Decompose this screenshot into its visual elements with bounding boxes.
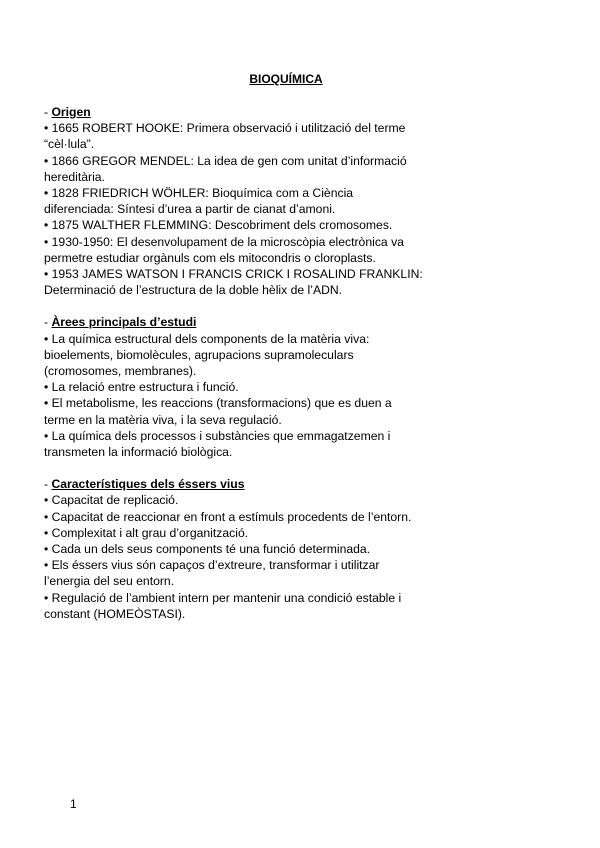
bullet-list [44,331,424,461]
section-heading [44,314,424,330]
list-item: • La química estructural dels components de la matèria viva: bioelements, biomolècules, agrupacions supramoleculars (cromosomes, membranes). [44,331,370,379]
list-item: • 1875 WALTHER FLEMMING: Descobriment dels cromosomes. [44,218,393,233]
list-item: • Complexitat i alt grau d’organització. [44,525,249,540]
list-item: • 1828 FRIEDRICH WÖHLER: Bioquímica com a Ciència diferenciada: Síntesi d’urea a partir de cianat d’amoni. [44,186,354,217]
page-number: 1 [70,797,77,811]
section-origen [44,104,424,298]
list-item: • Regulació de l’ambient intern per mantenir una condició estable i constant (HOMEÒSTASI). [44,590,402,621]
list-item: • Capacitat de reaccionar en front a estímuls procedents de l’entorn. [44,509,412,524]
list-item: • Capacitat de replicació. [44,493,179,508]
bullet-list [44,492,424,622]
list-item: • 1665 ROBERT HOOKE: Primera observació i utilització del terme “cèl·lula”. [44,121,406,152]
list-item: • 1930-1950: El desenvolupament de la microscòpia electrònica va permetre estudiar orgànuls com els mitocondris o cloroplasts. [44,234,404,265]
heading-text: Origen [51,105,91,119]
bullet-list [44,120,424,298]
list-item: • 1866 GREGOR MENDEL: La idea de gen com unitat d’informació hereditària. [44,153,407,184]
document-body [44,104,424,622]
heading-dash: - [44,477,52,492]
document-title: BIOQUÍMICA [249,72,323,86]
list-item: • La química dels processos i substàncies que emmagatzemen i transmeten la informació biològica. [44,428,391,460]
heading-text: Àrees principals d’estudi [51,315,197,330]
list-item: • El metabolisme, les reaccions (transformacions) que es duen a terme en la matèria viva, i la seva regulació. [44,396,392,427]
list-item: • 1953 JAMES WATSON I FRANCIS CRICK I ROSALIND FRANKLIN: Determinació de l’estructura de la doble hèlix de l’ADN. [44,267,423,298]
heading-dash: - [44,315,52,330]
list-item: • Els éssers vius són capaços d’extreure, transformar i utilitzar l’energia del seu entorn. [44,558,380,589]
section-heading [44,104,424,120]
list-item: • La relació entre estructura i funció. [44,380,239,395]
list-item: • Cada un dels seus components té una funció determinada. [44,542,371,557]
section-arees-principals [44,314,424,460]
section-heading [44,476,424,492]
section-caracteristiques [44,476,424,622]
heading-text: Característiques dels éssers vius [51,477,245,492]
heading-dash: - [44,105,52,119]
